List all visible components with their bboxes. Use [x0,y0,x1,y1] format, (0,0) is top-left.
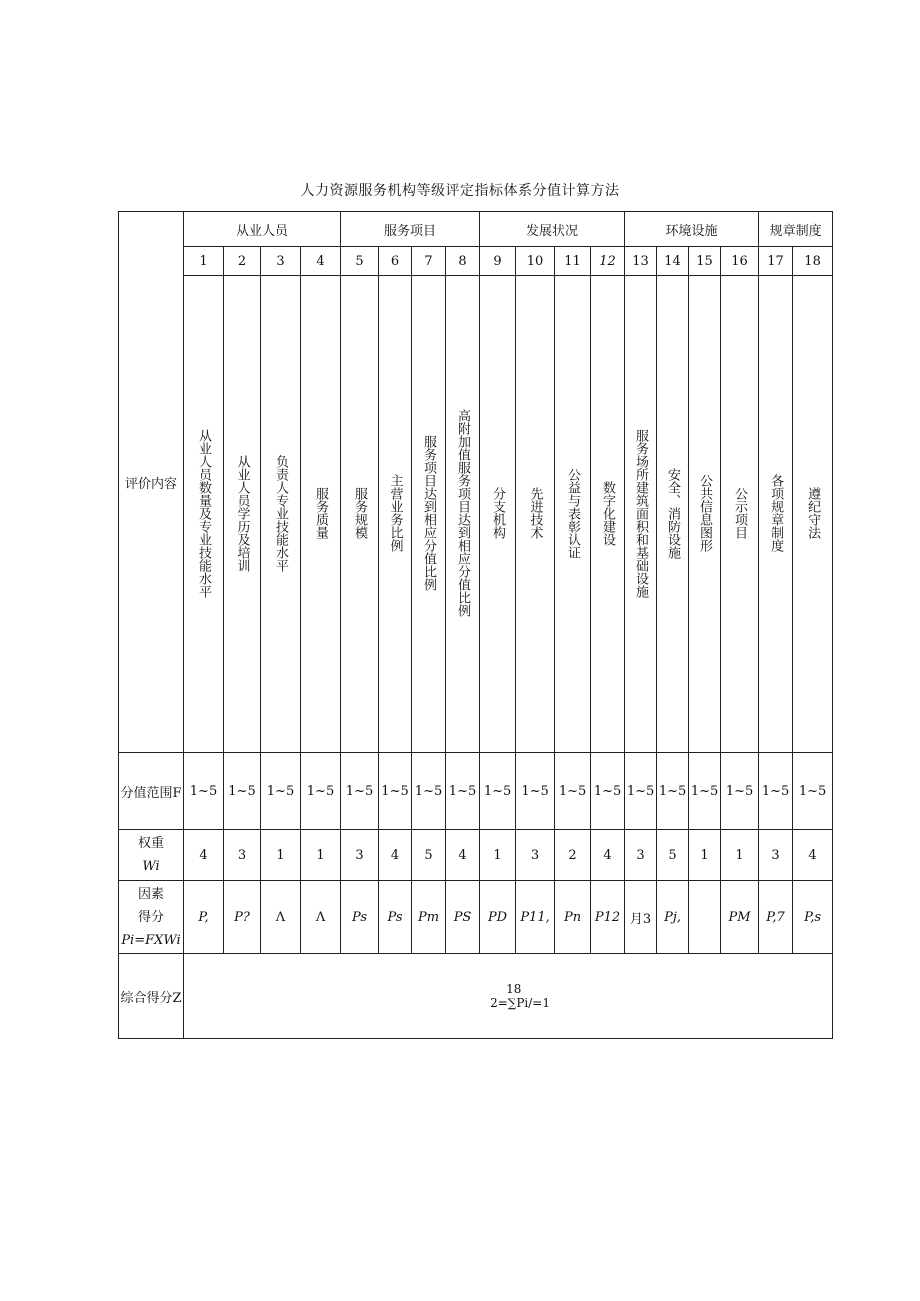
group-header: 发展状况 [480,212,625,247]
weight-cell: 5 [657,830,689,881]
range-cell: 1~5 [184,753,224,830]
document-title: 人力资源服务机构等级评定指标体系分值计算方法 [300,183,620,199]
item-text: 服务项目达到相应分值比例 [421,435,437,591]
total-formula-upper-limit: 18 [506,981,522,996]
item-cell [516,276,555,753]
score-cell: P,7 [759,881,793,954]
weight-symbol: Wi [142,859,160,874]
weight-cell: 4 [591,830,625,881]
group-header: 规章制度 [759,212,833,247]
index-cell: 8 [446,247,480,276]
item-cell [379,276,412,753]
weight-cell: 1 [301,830,341,881]
weight-cell: 4 [446,830,480,881]
score-cell: P? [224,881,261,954]
range-cell: 1~5 [412,753,446,830]
index-cell: 6 [379,247,412,276]
weight-cell: 3 [625,830,657,881]
score-row [119,881,833,954]
index-cell: 17 [759,247,793,276]
index-cell: 4 [301,247,341,276]
weight-cell: 3 [759,830,793,881]
item-text: 服务质量 [313,487,328,539]
item-text: 安全、消防设施 [665,467,681,559]
range-cell: 1~5 [591,753,625,830]
total-formula-expression: 2=∑Pi/=1 [490,995,550,1010]
score-cell: Λ [301,881,341,954]
total-formula-cell [184,954,833,1039]
range-cell: 1~5 [341,753,379,830]
item-text: 服务场所建筑面积和基础设施 [633,428,649,598]
item-text: 各项规章制度 [768,474,784,552]
item-cell [657,276,689,753]
item-text: 从业人员数量及专业技能水平 [196,428,211,598]
item-cell [412,276,446,753]
range-row [119,753,833,830]
index-cell: 14 [657,247,689,276]
score-formula: Pi=FXWi [121,932,181,948]
range-cell: 1~5 [721,753,759,830]
index-cell: 16 [721,247,759,276]
range-cell: 1~5 [446,753,480,830]
weight-cell: 2 [555,830,591,881]
index-cell: 3 [261,247,301,276]
range-cell: 1~5 [379,753,412,830]
total-label: 综合得分Z [119,954,184,1039]
item-cell [446,276,480,753]
item-cell [555,276,591,753]
item-cell [224,276,261,753]
item-text: 数字化建设 [600,480,616,546]
range-cell: 1~5 [657,753,689,830]
item-text: 遵纪守法 [805,487,821,539]
item-cell [480,276,516,753]
weight-label: 权重 [137,836,164,851]
item-text: 分支机构 [490,487,506,539]
weight-cell: 1 [689,830,721,881]
item-cell [721,276,759,753]
score-cell: P,s [793,881,833,954]
content-row [119,276,833,753]
weight-cell: 4 [184,830,224,881]
weight-cell: 4 [793,830,833,881]
score-cell: PM [721,881,759,954]
score-cell: Ps [379,881,412,954]
content-label-cell [119,212,184,753]
item-text: 公共信息图形 [697,474,713,552]
item-cell [689,276,721,753]
score-cell: PD [480,881,516,954]
index-cell: 12 [591,247,625,276]
weight-cell: 5 [412,830,446,881]
total-formula [490,982,550,1010]
content-label: 评价内容 [124,476,177,492]
range-cell: 1~5 [793,753,833,830]
weight-cell: 1 [480,830,516,881]
index-cell: 2 [224,247,261,276]
item-cell [184,276,224,753]
group-header: 从业人员 [184,212,341,247]
range-cell: 1~5 [224,753,261,830]
score-cell: Pn [555,881,591,954]
item-cell [625,276,657,753]
range-cell: 1~5 [516,753,555,830]
item-text: 公示项目 [732,487,748,539]
weight-cell: 1 [261,830,301,881]
score-label-2: 得分 [137,909,164,925]
item-cell [341,276,379,753]
score-label-1: 因素 [137,886,164,902]
item-text: 负责人专业技能水平 [273,454,288,572]
item-text: 公益与表彰认证 [565,467,581,559]
item-text: 主营业务比例 [387,474,403,552]
group-header: 服务项目 [341,212,480,247]
range-cell: 1~5 [759,753,793,830]
score-cell: P11, [516,881,555,954]
score-cell: 月3 [625,881,657,954]
weight-cell: 3 [341,830,379,881]
item-cell [261,276,301,753]
total-row [119,954,833,1039]
range-cell: 1~5 [625,753,657,830]
score-cell: P, [184,881,224,954]
weight-cell: 1 [721,830,759,881]
item-text: 从业人员学历及培训 [234,454,250,572]
index-cell: 11 [555,247,591,276]
weight-cell: 4 [379,830,412,881]
group-header: 环境设施 [625,212,759,247]
range-cell: 1~5 [480,753,516,830]
score-cell: P12 [591,881,625,954]
item-text: 服务规模 [352,487,368,539]
index-cell: 18 [793,247,833,276]
item-cell [301,276,341,753]
score-label-cell [119,881,184,954]
index-cell: 10 [516,247,555,276]
item-text: 先进技术 [527,487,543,539]
weight-cell: 3 [224,830,261,881]
index-cell: 9 [480,247,516,276]
score-cell: Ps [341,881,379,954]
score-cell [689,881,721,954]
score-cell: PS [446,881,480,954]
index-row [119,247,833,276]
weight-label-cell [119,830,184,881]
scoring-table [118,211,833,1039]
score-cell: Pт [412,881,446,954]
item-cell [793,276,833,753]
index-cell: 7 [412,247,446,276]
score-cell: Pj, [657,881,689,954]
range-cell: 1~5 [301,753,341,830]
item-text: 高附加值服务项目达到相应分值比例 [455,409,471,617]
range-cell: 1~5 [689,753,721,830]
range-cell: 1~5 [555,753,591,830]
index-cell: 15 [689,247,721,276]
score-cell: Λ [261,881,301,954]
range-cell: 1~5 [261,753,301,830]
index-cell: 13 [625,247,657,276]
weight-cell: 3 [516,830,555,881]
item-cell [759,276,793,753]
group-header-row [119,212,833,247]
index-cell: 5 [341,247,379,276]
range-label: 分值范围F [119,753,184,830]
index-cell: 1 [184,247,224,276]
weight-row [119,830,833,881]
item-cell [591,276,625,753]
